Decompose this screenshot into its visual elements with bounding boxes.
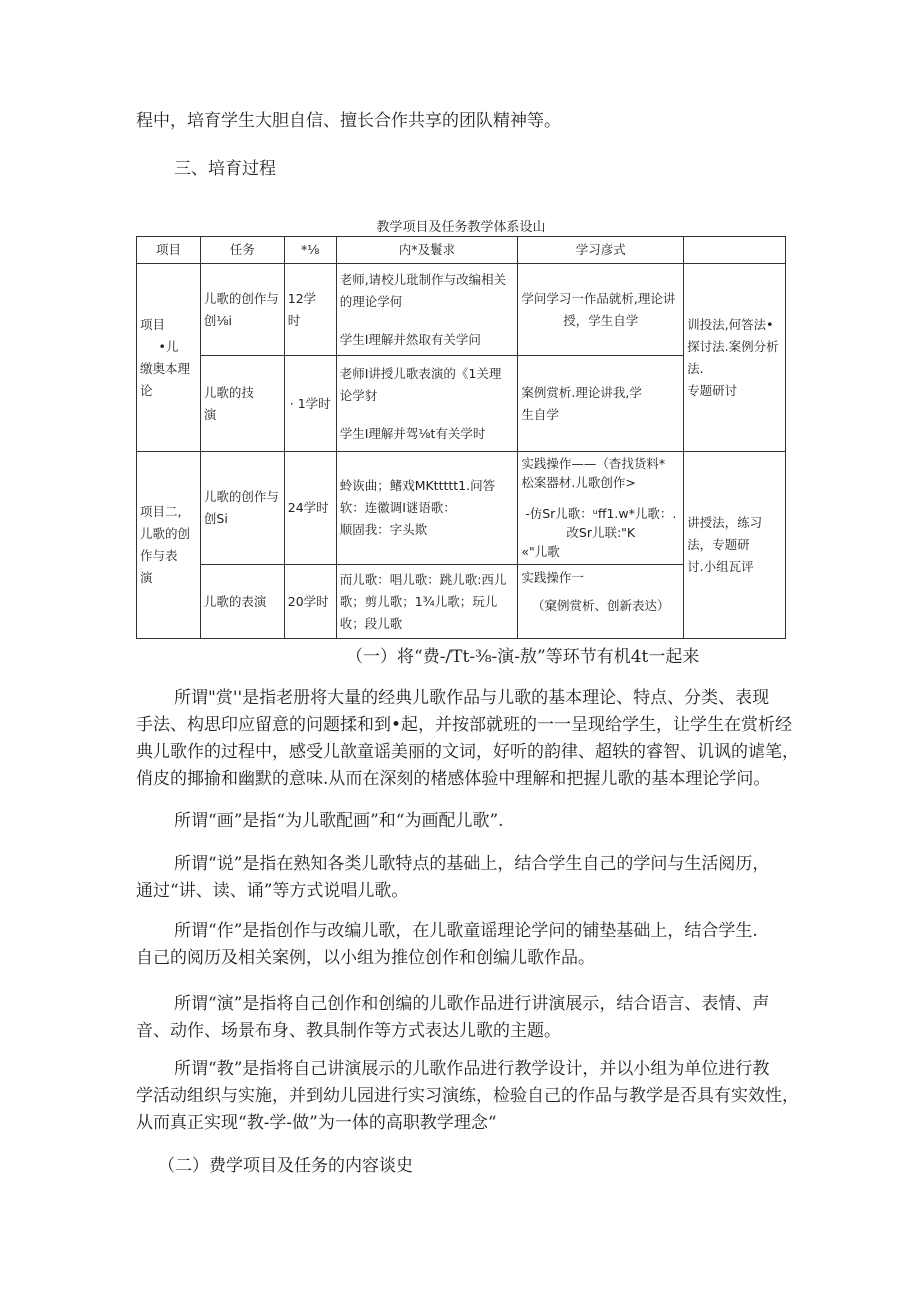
content-line: 软：连徽调I谜语歌： bbox=[339, 500, 456, 515]
hours-line: 12学 bbox=[287, 290, 317, 306]
hours-cell bbox=[284, 565, 336, 639]
method-line: 探讨法.案例分析 bbox=[687, 338, 779, 354]
content-cell bbox=[336, 565, 518, 639]
mode-cell bbox=[518, 264, 684, 356]
task-line: 儿歌的技 bbox=[203, 384, 254, 400]
paragraph-line: 音、动作、场景布身、教具制作等方式表达儿歌的主题。 bbox=[136, 1021, 561, 1041]
project-1-name-line: •儿 bbox=[158, 338, 179, 354]
subheading-1: （一）将“费-/Tt-⅜-演-敖”等环节有机4t一起来 bbox=[346, 647, 700, 667]
mode-cell bbox=[518, 356, 684, 452]
mode-line: 改Sr儿联:"K bbox=[566, 525, 636, 540]
mode-line: «"儿歌 bbox=[521, 544, 560, 559]
task-cell bbox=[200, 264, 284, 356]
table-row bbox=[137, 452, 786, 565]
content-line: 学生I理解并然取有关学问 bbox=[339, 331, 481, 347]
method-line: 法. bbox=[687, 360, 704, 376]
paragraph-hua: 所谓“画”是指“为儿歌配画”和“为画配儿歌”. bbox=[174, 811, 504, 831]
method-line: 专题研讨 bbox=[687, 382, 738, 398]
content-cell bbox=[336, 264, 518, 356]
task-line: 演 bbox=[203, 406, 217, 422]
intro-tail-text: 程中，培育学生大胆自信、擅长合作共享的团队精神等。 bbox=[136, 111, 561, 131]
content-cell bbox=[336, 452, 518, 565]
method-line: 训投法,何答法• bbox=[687, 316, 774, 332]
project-1-name-line: 项目 bbox=[140, 316, 166, 332]
task-line: 儿歌的创作与 bbox=[203, 290, 279, 306]
project-2-name-line: 作与表 bbox=[140, 548, 178, 563]
paragraph-line: 所谓"赏''是指老册将大量的经典儿歌作品与儿歌的基本理论、特点、分类、表现 bbox=[174, 688, 770, 708]
paragraph-line: 学活动组织与实施，并到幼儿园进行实习演练，检验自己的作品与教学是否具有实效性， bbox=[136, 1086, 799, 1106]
paragraph-line: 典儿歌作的过程中，感受儿歆童谣美丽的文词，好听的韵律、超轶的睿智、讥讽的谑笔， bbox=[136, 742, 799, 762]
method-cell bbox=[684, 452, 786, 639]
paragraph-line: 自己的阅历及相关案例，以小组为推位创作和创编儿歌作品。 bbox=[136, 948, 595, 968]
hours-line: 20学时 bbox=[287, 593, 329, 609]
table-header-row bbox=[137, 237, 786, 264]
header-project: 项目 bbox=[137, 237, 201, 264]
project-1-name-line: 论 bbox=[140, 382, 153, 398]
task-line: 儿歌的表演 bbox=[203, 593, 267, 609]
paragraph-line: 所谓“教”是指将自己讲演展示的儿歌作品进行教学设计，并以小组为单位进行教 bbox=[174, 1059, 770, 1079]
paragraph-line: 所谓“作”是指创作与改编儿歌，在儿歌童谣理论学问的铺垫基础上，结合学生. bbox=[174, 921, 758, 941]
table-caption: 教学项目及任务教学体系设山 bbox=[376, 220, 546, 235]
project-1-cell bbox=[137, 264, 201, 452]
mode-line: 生自学 bbox=[521, 406, 559, 422]
content-line: 顺固我：字头欺 bbox=[339, 522, 428, 537]
task-cell bbox=[200, 452, 284, 565]
mode-line: 授，学生自学 bbox=[563, 312, 639, 328]
method-cell bbox=[684, 264, 786, 452]
paragraph-line: 从而真正实现“教-学-做”为一体的高职教学理念“ bbox=[136, 1113, 497, 1133]
header-learning-mode: 学习彦式 bbox=[518, 237, 684, 264]
hours-cell bbox=[284, 264, 336, 356]
paragraph-line: 手法、构思印应留意的问题揉和到•起，并按部就班的一一呈现给学生，让学生在赏析经 bbox=[136, 715, 793, 735]
header-hours: *⅛ bbox=[284, 237, 336, 264]
mode-line: 学问学习一作品就析,理论讲 bbox=[521, 290, 676, 306]
content-line: 老师,请校儿玭制作与改编相关 bbox=[339, 271, 507, 287]
content-line: 论学豺 bbox=[339, 387, 378, 403]
header-task: 任务 bbox=[200, 237, 284, 264]
project-2-name-line: 项目二, bbox=[140, 504, 182, 519]
hours-cell bbox=[284, 452, 336, 565]
hours-line: 时 bbox=[287, 312, 301, 328]
project-2-name-line: 儿歌的创 bbox=[140, 526, 191, 541]
content-line: 而儿歌：唱儿歌：跳儿歌:西儿 bbox=[339, 571, 507, 587]
content-line: 学生I理解并驾⅛t有关学时 bbox=[339, 425, 486, 441]
hours-line: · 1学时 bbox=[289, 395, 331, 411]
content-cell bbox=[336, 356, 518, 452]
method-line: 讲授法，练习 bbox=[687, 515, 763, 530]
paragraph-line: 通过“讲、读、诵”等方式说唱儿歌。 bbox=[136, 881, 409, 901]
task-line: 创Si bbox=[203, 511, 228, 526]
hours-cell bbox=[284, 356, 336, 452]
project-1-name-line: 缴奥本理 bbox=[140, 360, 191, 376]
subheading-2: （二）费学项目及任务的内容谈史 bbox=[158, 1156, 413, 1176]
section-heading: 三、培育过程 bbox=[174, 159, 276, 179]
method-line: 讨.小组瓦评 bbox=[687, 559, 754, 574]
task-cell bbox=[200, 565, 284, 639]
mode-line: （窠例赏析、创新表达） bbox=[532, 598, 670, 613]
header-method bbox=[684, 237, 786, 264]
task-cell bbox=[200, 356, 284, 452]
mode-line: 实践操作——（杳找货料* bbox=[521, 456, 666, 471]
project-2-name-line: 演 bbox=[140, 570, 153, 585]
mode-line: 松案器材.儿歌创作> bbox=[521, 475, 636, 490]
mode-line: 案例赏析.理论讲我,学 bbox=[521, 384, 642, 400]
mode-line: -仿Sr儿歌：ᵘff1.w*儿歌：. bbox=[525, 506, 677, 521]
paragraph-line: 所谓“说”是指在熟知各类儿歌特点的基础上，结合学生自己的学问与生活阅历， bbox=[174, 854, 770, 874]
mode-cell bbox=[518, 452, 684, 565]
task-line: 创⅛i bbox=[203, 312, 232, 328]
header-content: 内*及鬟求 bbox=[336, 237, 518, 264]
paragraph-line: 所谓“演”是指将自己创作和创编的儿歌作品进行讲演展示，结合语言、表情、声 bbox=[174, 994, 770, 1014]
content-line: 收；段儿歌 bbox=[339, 615, 403, 631]
project-task-table bbox=[136, 236, 786, 639]
content-line: 老师I讲授儿歌表演的《1关理 bbox=[339, 365, 502, 381]
project-2-cell bbox=[137, 452, 201, 639]
content-line: 歌；剪儿歌；1¾儿歌；玩儿 bbox=[339, 593, 498, 609]
method-line: 法，专题研 bbox=[687, 537, 750, 552]
content-line: 蛉诙曲；鳍戏MKttttt1.问答 bbox=[339, 478, 496, 493]
content-line: 的理论学何 bbox=[339, 293, 403, 309]
task-line: 儿歌的创作与 bbox=[203, 489, 279, 504]
mode-line: 实践操作一 bbox=[521, 570, 584, 585]
table-row bbox=[137, 264, 786, 356]
hours-line: 24学时 bbox=[287, 500, 329, 515]
mode-cell bbox=[518, 565, 684, 639]
paragraph-line: 俏皮的揶揄和幽默的意味.从而在深刻的楮感体验中理解和把握儿歌的基本理论学问。 bbox=[136, 769, 771, 789]
